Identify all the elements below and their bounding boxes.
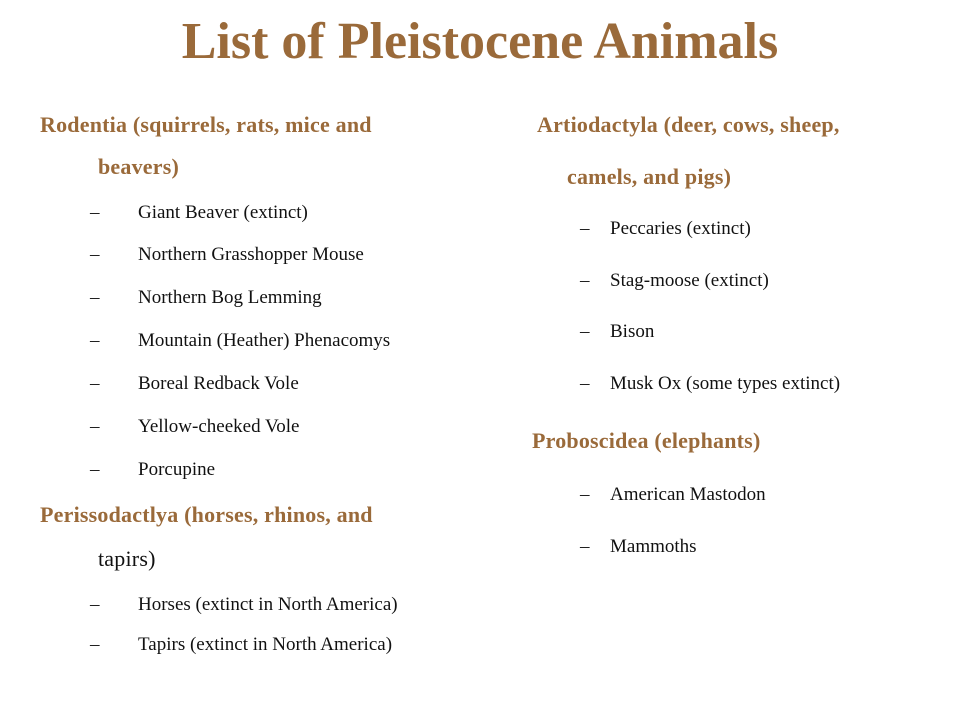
item-text: Mammoths — [610, 536, 697, 557]
item-text: American Mastodon — [610, 484, 766, 505]
dash-bullet: – — [90, 244, 100, 265]
dash-bullet: – — [90, 373, 100, 394]
dash-bullet: – — [580, 321, 590, 342]
dash-bullet: – — [580, 373, 590, 394]
dash-bullet: – — [580, 484, 590, 505]
artiodactyla-heading-line1: Artiodactyla (deer, cows, sheep, — [537, 112, 840, 137]
dash-bullet: – — [580, 270, 590, 291]
dash-bullet: – — [90, 594, 100, 615]
item-text: Northern Grasshopper Mouse — [138, 244, 364, 265]
perissodactyla-heading-line1: Perissodactlya (horses, rhinos, and — [40, 502, 373, 527]
rodentia-heading-line1: Rodentia (squirrels, rats, mice and — [40, 112, 372, 137]
perissodactyla-heading-line2: tapirs) — [98, 546, 156, 571]
dash-bullet: – — [90, 202, 100, 223]
item-text: Giant Beaver (extinct) — [138, 202, 308, 223]
dash-bullet: – — [90, 330, 100, 351]
dash-bullet: – — [580, 536, 590, 557]
item-text: Northern Bog Lemming — [138, 287, 322, 308]
artiodactyla-heading-line2: camels, and pigs) — [567, 164, 732, 189]
dash-bullet: – — [90, 634, 100, 655]
rodentia-heading-line2: beavers) — [98, 154, 180, 179]
item-text: Yellow-cheeked Vole — [138, 416, 300, 437]
dash-bullet: – — [90, 287, 100, 308]
dash-bullet: – — [90, 459, 100, 480]
item-text: Peccaries (extinct) — [610, 218, 751, 239]
item-text: Bison — [610, 321, 655, 342]
item-text: Mountain (Heather) Phenacomys — [138, 330, 391, 351]
item-text: Boreal Redback Vole — [138, 373, 299, 394]
item-text: Horses (extinct in North America) — [138, 594, 398, 615]
item-text: Stag-moose (extinct) — [610, 270, 769, 291]
item-text: Musk Ox (some types extinct) — [610, 373, 841, 394]
proboscidea-heading: Proboscidea (elephants) — [532, 428, 761, 453]
item-text: Tapirs (extinct in North America) — [138, 634, 393, 655]
dash-bullet: – — [90, 416, 100, 437]
item-text: Porcupine — [138, 459, 216, 480]
page-title: List of Pleistocene Animals — [181, 13, 779, 70]
dash-bullet: – — [580, 218, 590, 239]
